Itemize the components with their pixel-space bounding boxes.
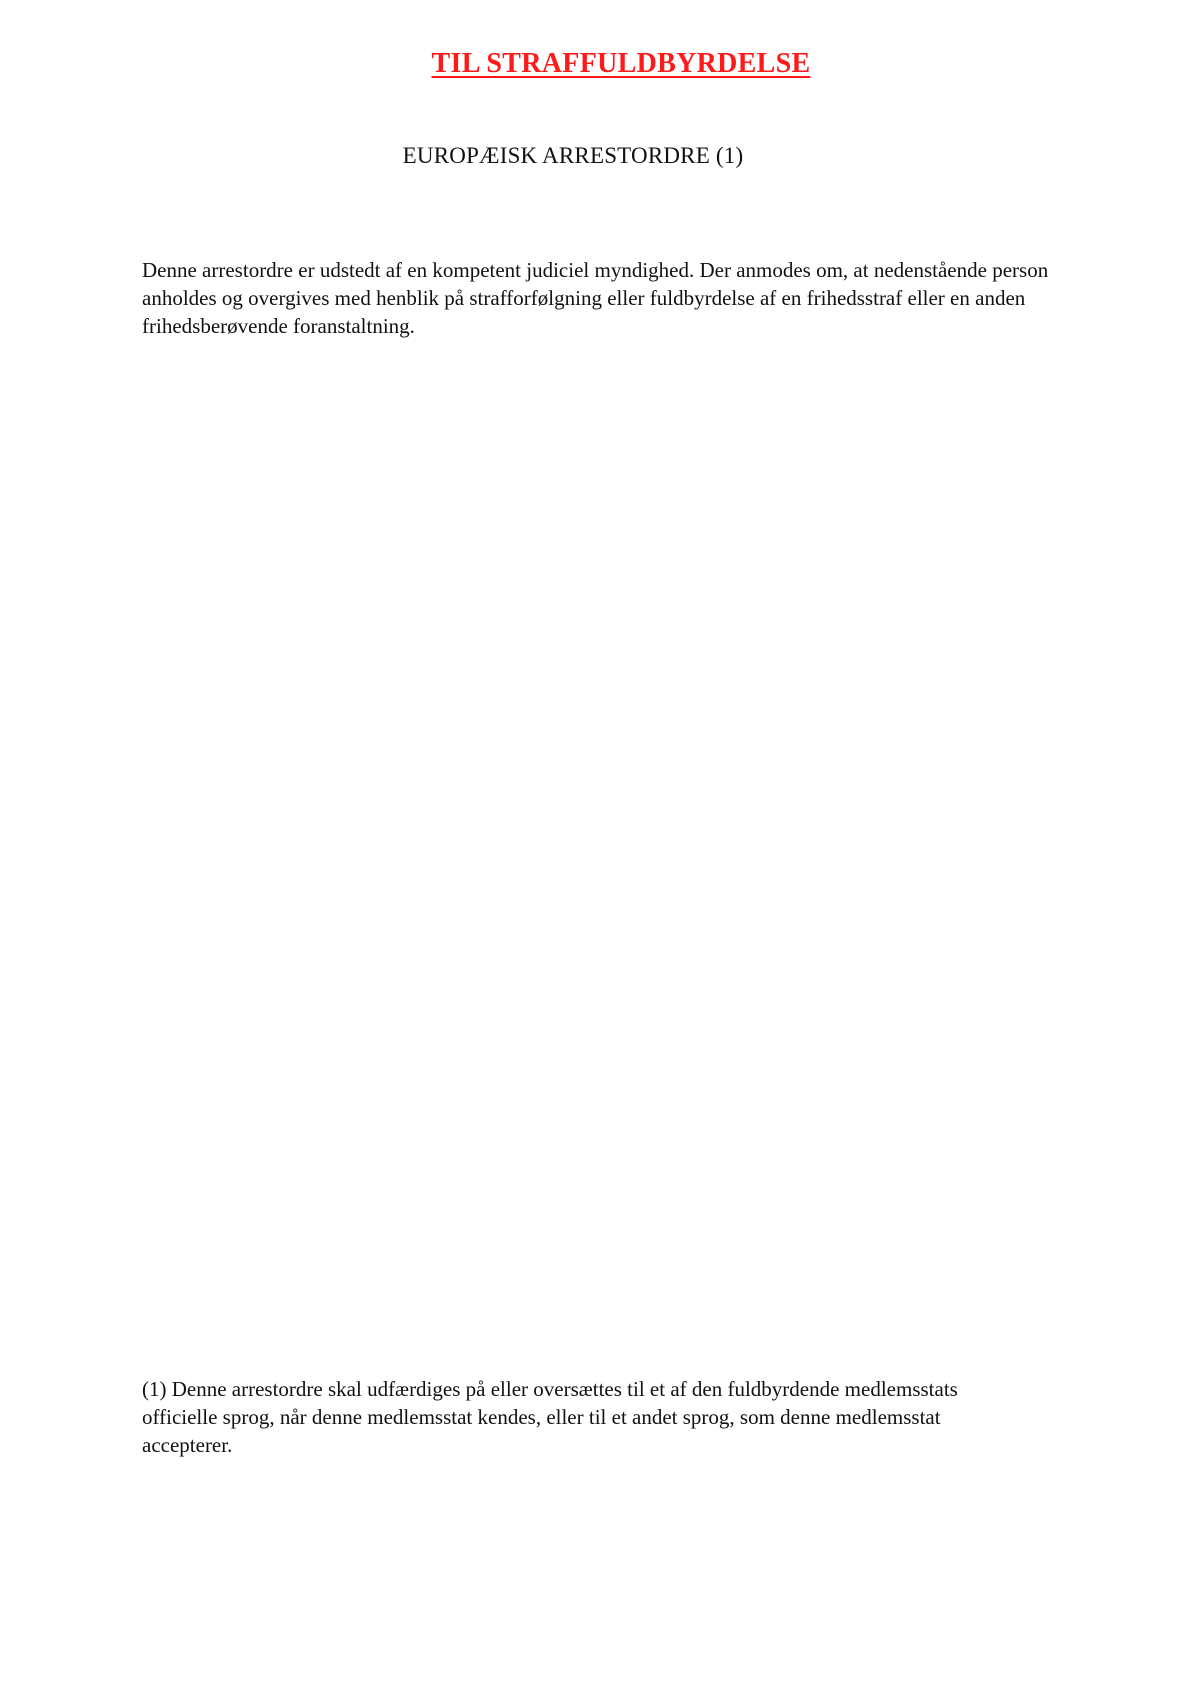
document-title: EUROPÆISK ARRESTORDRE (1) [402, 143, 744, 168]
intro-paragraph: Denne arrestordre er udstedt af en kompetent judiciel myndighed. Der anmodes om, at nedenstående person anholdes og overgives med henblik på strafforfølgning eller fuldbyrdelse af en frihedsstraf eller en anden frihedsberøvende foranstaltning. [142, 258, 1049, 338]
footnote: (1) Denne arrestordre skal udfærdiges på eller oversættes til et af den fuldbyrdende medlemsstats officielle sprog, når denne medlemsstat kendes, eller til et andet sprog, som denne medlemsstat accepterer. [142, 1377, 958, 1457]
execution-banner: TIL STRAFFULDBYRDELSE [431, 48, 811, 79]
